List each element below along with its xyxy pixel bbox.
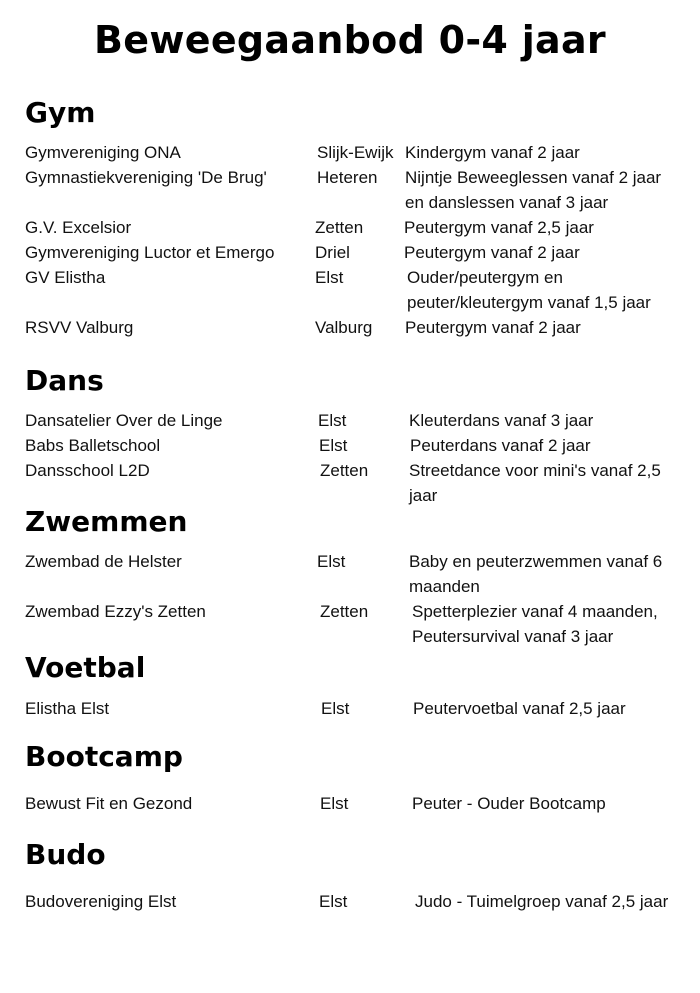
club-place: Heteren xyxy=(317,168,378,187)
club-place: Elst xyxy=(321,699,350,718)
club-place: Elst xyxy=(315,268,344,287)
club-activity: Peutergym vanaf 2 jaar xyxy=(404,243,580,262)
club-name: Gymnastiekvereniging 'De Brug' xyxy=(25,168,267,187)
club-name: Zwembad de Helster xyxy=(25,552,182,571)
club-place: Elst xyxy=(319,892,348,911)
club-name: Bewust Fit en Gezond xyxy=(25,794,193,813)
club-activity: Kindergym vanaf 2 jaar xyxy=(405,143,580,162)
club-name: Dansschool L2D xyxy=(25,461,150,480)
club-activity: Judo - Tuimelgroep vanaf 2,5 jaar xyxy=(415,892,669,911)
club-name: GV Elistha xyxy=(25,268,106,287)
club-activity: Streetdance voor mini's vanaf 2,5 jaar xyxy=(409,461,661,505)
club-place: Zetten xyxy=(320,461,369,480)
club-name: Budovereniging Elst xyxy=(25,892,177,911)
section-heading-budo: Budo xyxy=(25,838,106,871)
club-activity: Peutergym vanaf 2 jaar xyxy=(405,318,581,337)
club-place: Elst xyxy=(317,552,346,571)
club-name: Babs Balletschool xyxy=(25,436,161,455)
club-activity: Ouder/peutergym en peuter/kleutergym vanaf 1,5 jaar xyxy=(407,268,651,312)
club-activity: Baby en peuterzwemmen vanaf 6 maanden xyxy=(409,552,663,596)
club-place: Zetten xyxy=(315,218,364,237)
club-name: Gymvereniging Luctor et Emergo xyxy=(25,243,275,262)
section-heading-voetbal: Voetbal xyxy=(25,651,146,684)
club-name: Zwembad Ezzy's Zetten xyxy=(25,602,206,621)
club-activity: Peutervoetbal vanaf 2,5 jaar xyxy=(413,699,626,718)
club-place: Driel xyxy=(315,243,350,262)
section-heading-zwemmen: Zwemmen xyxy=(25,505,188,538)
club-activity: Kleuterdans vanaf 3 jaar xyxy=(409,411,594,430)
section-heading-dans: Dans xyxy=(25,364,104,397)
club-activity: Peutergym vanaf 2,5 jaar xyxy=(404,218,594,237)
club-name: Gymvereniging ONA xyxy=(25,143,181,162)
club-name: Dansatelier Over de Linge xyxy=(25,411,223,430)
club-activity: Spetterplezier vanaf 4 maanden, Peutersurvival vanaf 3 jaar xyxy=(412,602,658,646)
club-place: Zetten xyxy=(320,602,369,621)
club-name: RSVV Valburg xyxy=(25,318,134,337)
section-heading-bootcamp: Bootcamp xyxy=(25,740,183,773)
section-heading-gym: Gym xyxy=(25,96,96,129)
club-place: Elst xyxy=(318,411,347,430)
club-activity: Nijntje Beweeglessen vanaf 2 jaar en danslessen vanaf 3 jaar xyxy=(405,168,662,212)
page-title: Beweegaanbod 0-4 jaar xyxy=(94,18,606,62)
club-place: Valburg xyxy=(315,318,373,337)
club-activity: Peuter - Ouder Bootcamp xyxy=(412,794,606,813)
club-place: Elst xyxy=(319,436,348,455)
club-place: Slijk-Ewijk xyxy=(317,143,394,162)
club-place: Elst xyxy=(320,794,349,813)
club-name: G.V. Excelsior xyxy=(25,218,132,237)
club-name: Elistha Elst xyxy=(25,699,110,718)
club-activity: Peuterdans vanaf 2 jaar xyxy=(410,436,591,455)
